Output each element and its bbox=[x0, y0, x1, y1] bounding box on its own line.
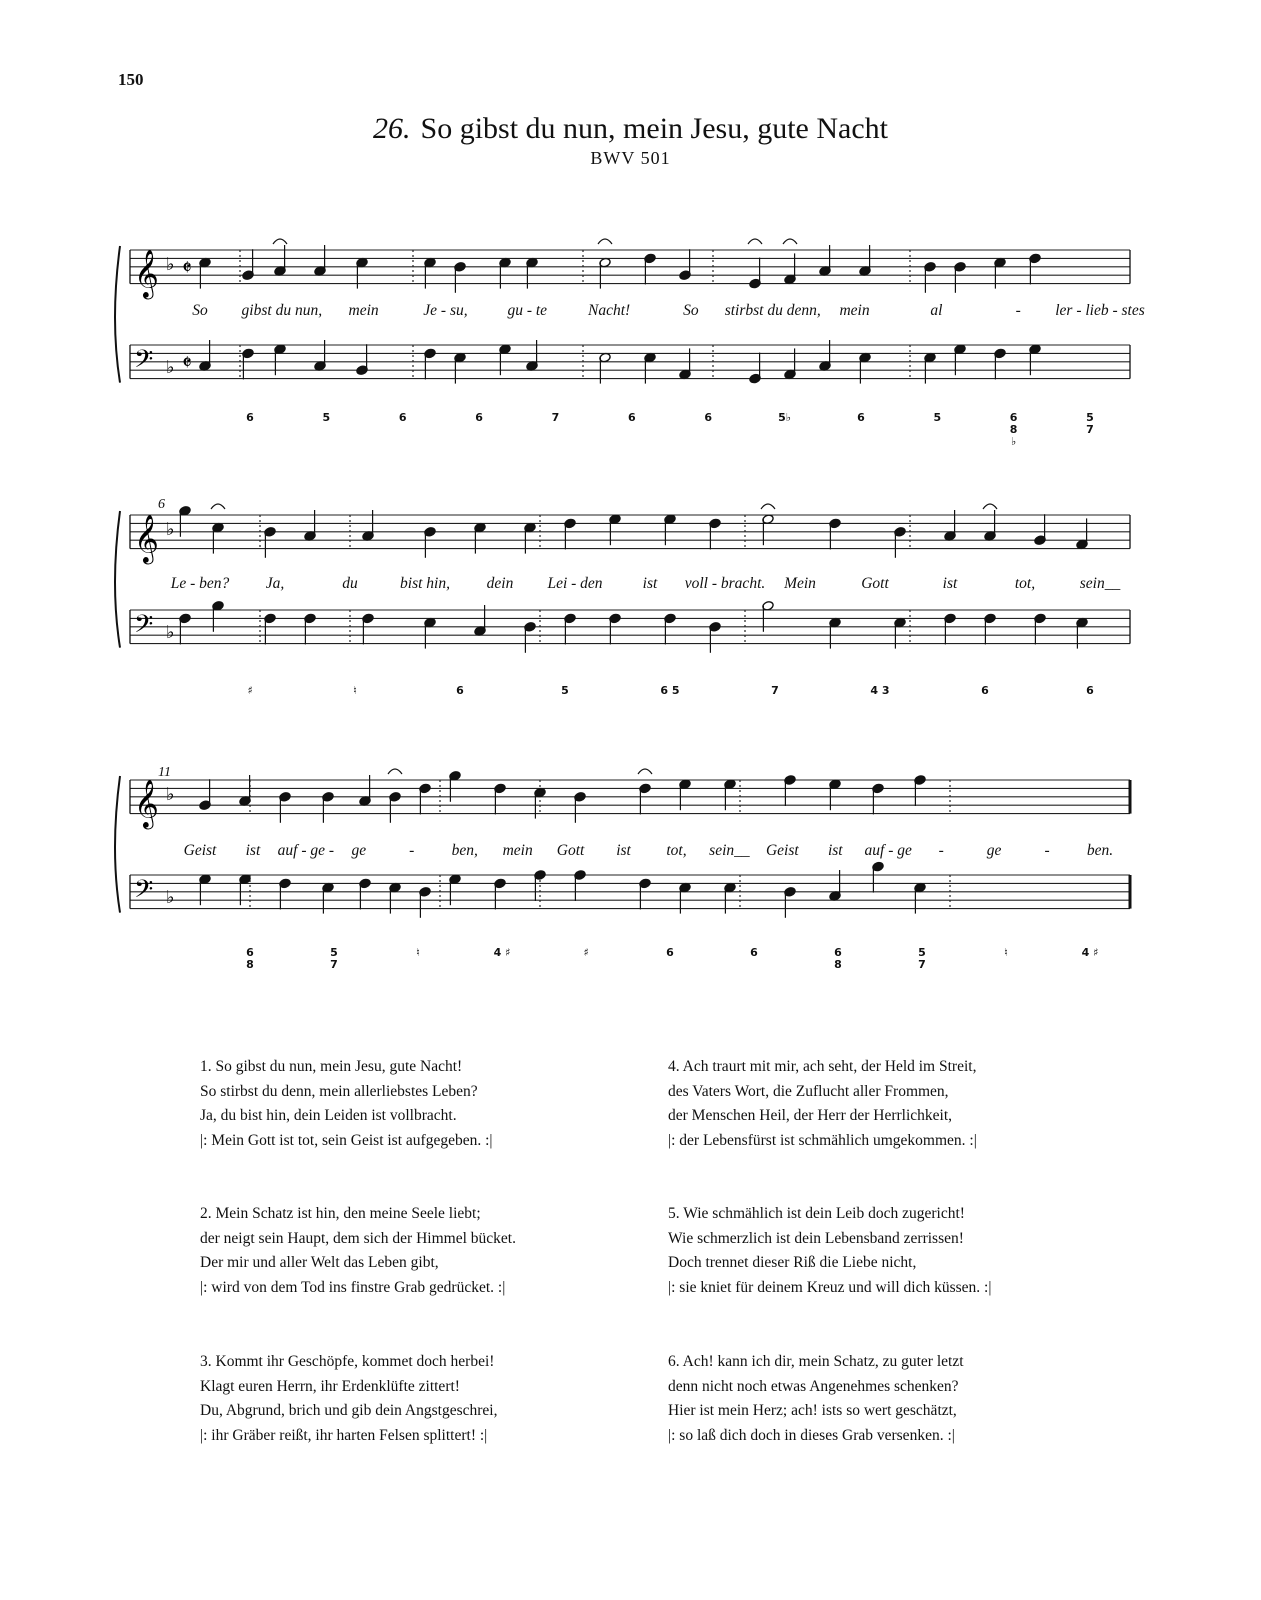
lyric-syllable: mein bbox=[839, 302, 870, 319]
verse-1 bbox=[200, 1055, 493, 1153]
figured-bass-symbol: 6 bbox=[666, 946, 674, 959]
verse-line: Der mir und aller Welt das Leben gibt, bbox=[200, 1254, 439, 1271]
treble-clef-icon: 𝄞 bbox=[134, 778, 159, 828]
figured-bass-symbol: ♮ bbox=[353, 684, 357, 697]
fermata-icon bbox=[273, 239, 287, 244]
lyric-syllable: auf - ge bbox=[864, 842, 912, 859]
lyric-syllable: Lei - den bbox=[547, 575, 603, 592]
figured-bass-symbol: 4 ♯ bbox=[493, 946, 511, 959]
lyric-syllable: stirbst du denn, bbox=[724, 302, 821, 319]
figured-bass-symbol: 5 7 bbox=[1086, 411, 1094, 436]
lyric-syllable: ge bbox=[986, 842, 1002, 859]
lyric-syllable: Gott bbox=[556, 842, 585, 859]
bass-clef-icon: 𝄢 bbox=[134, 610, 154, 646]
lyric-syllable: al bbox=[930, 302, 943, 319]
lyric-syllable: ben, bbox=[451, 842, 478, 859]
verse-5 bbox=[668, 1202, 991, 1300]
piece-title-text: So gibst du nun, mein Jesu, gute Nacht bbox=[420, 112, 888, 145]
lyric-syllable: Le - ben? bbox=[170, 575, 230, 592]
figured-bass-symbol: 4 3 bbox=[870, 684, 890, 697]
verse-line: der Menschen Heil, der Herr der Herrlichkeit, bbox=[668, 1107, 953, 1124]
score-system-3 bbox=[100, 765, 1160, 1000]
figured-bass-symbol: 6 bbox=[246, 411, 254, 424]
lyric-syllable: Mein bbox=[784, 575, 816, 592]
lyric-syllable: ist bbox=[827, 842, 843, 859]
staff-graphics bbox=[100, 770, 1160, 950]
verse-line: 3. Kommt ihr Geschöpfe, kommet doch herbei! bbox=[200, 1353, 495, 1370]
fermata-icon bbox=[761, 504, 775, 509]
page-number: 150 bbox=[118, 70, 144, 89]
figured-bass-symbol: ♯ bbox=[583, 946, 589, 959]
verse-line: 5. Wie schmählich ist dein Leib doch zugericht! bbox=[668, 1205, 965, 1222]
figured-bass-symbol: 5 bbox=[933, 411, 942, 424]
cut-time-icon: 𝄵 bbox=[182, 256, 192, 282]
lyric-syllable: tot, bbox=[666, 842, 687, 859]
figured-bass-symbol: 6 bbox=[627, 411, 636, 424]
lyric-syllable: Nacht! bbox=[587, 302, 631, 319]
lyric-syllable: ben. bbox=[1086, 842, 1114, 859]
verse-line: 6. Ach! kann ich dir, mein Schatz, zu guter letzt bbox=[668, 1353, 964, 1370]
figured-bass-symbol: 6 bbox=[857, 411, 865, 424]
lyric-syllable: du bbox=[342, 575, 358, 592]
lyric-syllable: - bbox=[1044, 842, 1050, 859]
lyric-syllable: tot, bbox=[1014, 575, 1036, 592]
bass-clef-icon: 𝄢 bbox=[134, 875, 154, 911]
score-system-1 bbox=[100, 240, 1160, 470]
figured-bass-symbol: 6 5 bbox=[660, 684, 680, 697]
verse-line: der neigt sein Haupt, dem sich der Himmel bücket. bbox=[200, 1229, 516, 1247]
lyric-syllable: Geist bbox=[765, 842, 799, 859]
key-flat-icon: ♭ bbox=[166, 887, 175, 908]
verse-line: 2. Mein Schatz ist hin, den meine Seele liebt; bbox=[200, 1205, 481, 1222]
catalog-number: BWV 501 bbox=[590, 148, 671, 168]
lyric-syllable: ler - lieb - stes bbox=[1055, 302, 1145, 319]
system-brace bbox=[115, 246, 120, 383]
verse-line: |: so laß dich doch in dieses Grab versenken. :| bbox=[668, 1426, 955, 1444]
figured-bass-symbol: 6 8 bbox=[834, 946, 842, 971]
key-flat-icon: ♭ bbox=[166, 622, 175, 643]
fermata-icon bbox=[388, 769, 402, 774]
figured-bass-symbol: 7 bbox=[551, 411, 560, 424]
bass-clef-icon: 𝄢 bbox=[134, 345, 154, 381]
score-system-2 bbox=[100, 497, 1160, 735]
figured-bass-symbol: 7 bbox=[771, 684, 779, 697]
lyric-syllable: ist bbox=[942, 575, 958, 592]
key-flat-icon: ♭ bbox=[166, 357, 175, 378]
lyric-syllable: auf - ge - bbox=[277, 842, 335, 859]
verse-line: Klagt euren Herrn, ihr Erdenklüfte zittert! bbox=[200, 1377, 460, 1395]
lyric-syllable: sein__ bbox=[1079, 575, 1121, 592]
verse-line: 4. Ach traurt mit mir, ach seht, der Held im Streit, bbox=[668, 1058, 977, 1075]
verse-line: des Vaters Wort, die Zuflucht aller Frommen, bbox=[668, 1082, 949, 1100]
fermata-icon bbox=[748, 239, 762, 244]
verse-line: |: Mein Gott ist tot, sein Geist ist aufgegeben. :| bbox=[200, 1131, 493, 1149]
lyric-syllable: bist hin, bbox=[400, 575, 450, 592]
piece-title bbox=[0, 112, 1261, 146]
verse-line: |: wird von dem Tod ins finstre Grab gedrücket. :| bbox=[200, 1278, 506, 1296]
figured-bass-symbol: 6 8 ♭ bbox=[1009, 411, 1018, 448]
piece-number: 26. bbox=[373, 112, 411, 145]
verse-line: |: ihr Gräber reißt, ihr harten Felsen splittert! :| bbox=[200, 1426, 488, 1444]
figured-bass-symbol: 6 8 bbox=[246, 946, 254, 971]
staff-graphics bbox=[100, 240, 1160, 420]
lyric-syllable: Geist bbox=[183, 842, 217, 859]
verse-2 bbox=[200, 1202, 516, 1300]
figured-bass-symbol: ♮ bbox=[1004, 946, 1008, 959]
lyric-syllable: voll - bracht. bbox=[684, 575, 766, 592]
staff-graphics bbox=[100, 505, 1160, 685]
figured-bass-symbol: 5 7 bbox=[330, 946, 338, 971]
lyric-syllable: mein bbox=[502, 842, 533, 859]
fermata-icon bbox=[638, 769, 652, 774]
verse-line: 1. So gibst du nun, mein Jesu, gute Nacht! bbox=[200, 1058, 463, 1075]
key-flat-icon: ♭ bbox=[166, 253, 175, 274]
treble-clef-icon: 𝄞 bbox=[134, 248, 159, 298]
verse-3 bbox=[200, 1350, 497, 1448]
verse-line: |: sie kniet für deinem Kreuz und will dich küssen. :| bbox=[668, 1278, 992, 1296]
figured-bass-symbol: 5 7 bbox=[918, 946, 926, 971]
system-brace bbox=[115, 511, 120, 648]
verse-line: So stirbst du denn, mein allerliebstes Leben? bbox=[200, 1082, 478, 1100]
fermata-icon bbox=[783, 239, 797, 244]
figured-bass-symbol: 5 bbox=[322, 411, 331, 424]
fermata-icon bbox=[983, 504, 997, 509]
figured-bass-symbol: 4 ♯ bbox=[1081, 946, 1099, 959]
lyric-syllable: So bbox=[192, 302, 208, 319]
figured-bass-symbol: 6 bbox=[750, 946, 758, 959]
lyric-syllable: ist bbox=[616, 842, 631, 859]
lyric-syllable: ist bbox=[245, 842, 261, 859]
lyric-syllable: sein__ bbox=[709, 842, 750, 859]
lyric-syllable: Gott bbox=[861, 575, 889, 592]
measure-number: 11 bbox=[158, 765, 171, 780]
verse-line: Doch trennet dieser Riß die Liebe nicht, bbox=[668, 1254, 917, 1271]
lyric-syllable: mein bbox=[348, 302, 379, 319]
lyric-syllable: - bbox=[938, 842, 944, 859]
key-flat-icon: ♭ bbox=[166, 518, 175, 539]
fermata-icon bbox=[211, 504, 225, 509]
lyric-syllable: Je - su, bbox=[423, 302, 468, 319]
lyric-syllable: gu - te bbox=[507, 302, 548, 319]
lyric-syllable: So bbox=[683, 302, 699, 319]
measure-number: 6 bbox=[158, 497, 165, 512]
figured-bass-symbol: 6 bbox=[475, 411, 483, 424]
fermata-icon bbox=[598, 239, 612, 244]
lyric-syllable: gibst du nun, bbox=[241, 302, 323, 319]
figured-bass-symbol: ♮ bbox=[416, 946, 420, 959]
verse-4 bbox=[668, 1055, 977, 1153]
lyric-syllable: - bbox=[1015, 302, 1021, 319]
figured-bass-symbol: 5♭ bbox=[778, 411, 791, 424]
key-flat-icon: ♭ bbox=[166, 783, 175, 804]
figured-bass-symbol: 6 bbox=[456, 684, 464, 697]
verse-line: Hier ist mein Herz; ach! ists so wert geschätzt, bbox=[668, 1402, 957, 1419]
figured-bass-symbol: 5 bbox=[561, 684, 569, 697]
verse-6 bbox=[668, 1350, 964, 1448]
verse-line: Wie schmerzlich ist dein Lebensband zerrissen! bbox=[668, 1229, 964, 1247]
figured-bass-symbol: 6 bbox=[1086, 684, 1094, 697]
lyric-syllable: ist bbox=[642, 575, 658, 592]
verse-line: Du, Abgrund, brich und gib dein Angstgeschrei, bbox=[200, 1402, 498, 1419]
figured-bass-symbol: 6 bbox=[704, 411, 712, 424]
figured-bass-symbol: ♯ bbox=[247, 684, 253, 697]
system-brace bbox=[115, 776, 120, 913]
lyric-syllable: - bbox=[409, 842, 415, 859]
verse-line: |: der Lebensfürst ist schmählich umgekommen. :| bbox=[668, 1131, 977, 1149]
figured-bass-symbol: 6 bbox=[398, 411, 407, 424]
lyric-syllable: ge bbox=[351, 842, 367, 859]
lyric-syllable: dein bbox=[486, 575, 514, 592]
verse-line: Ja, du bist hin, dein Leiden ist vollbracht. bbox=[200, 1107, 457, 1124]
lyric-syllable: Ja, bbox=[265, 575, 285, 592]
verse-line: denn nicht noch etwas Angenehmes schenken? bbox=[668, 1377, 959, 1395]
treble-clef-icon: 𝄞 bbox=[134, 513, 159, 563]
cut-time-icon: 𝄵 bbox=[182, 351, 192, 377]
figured-bass-symbol: 6 bbox=[981, 684, 989, 697]
